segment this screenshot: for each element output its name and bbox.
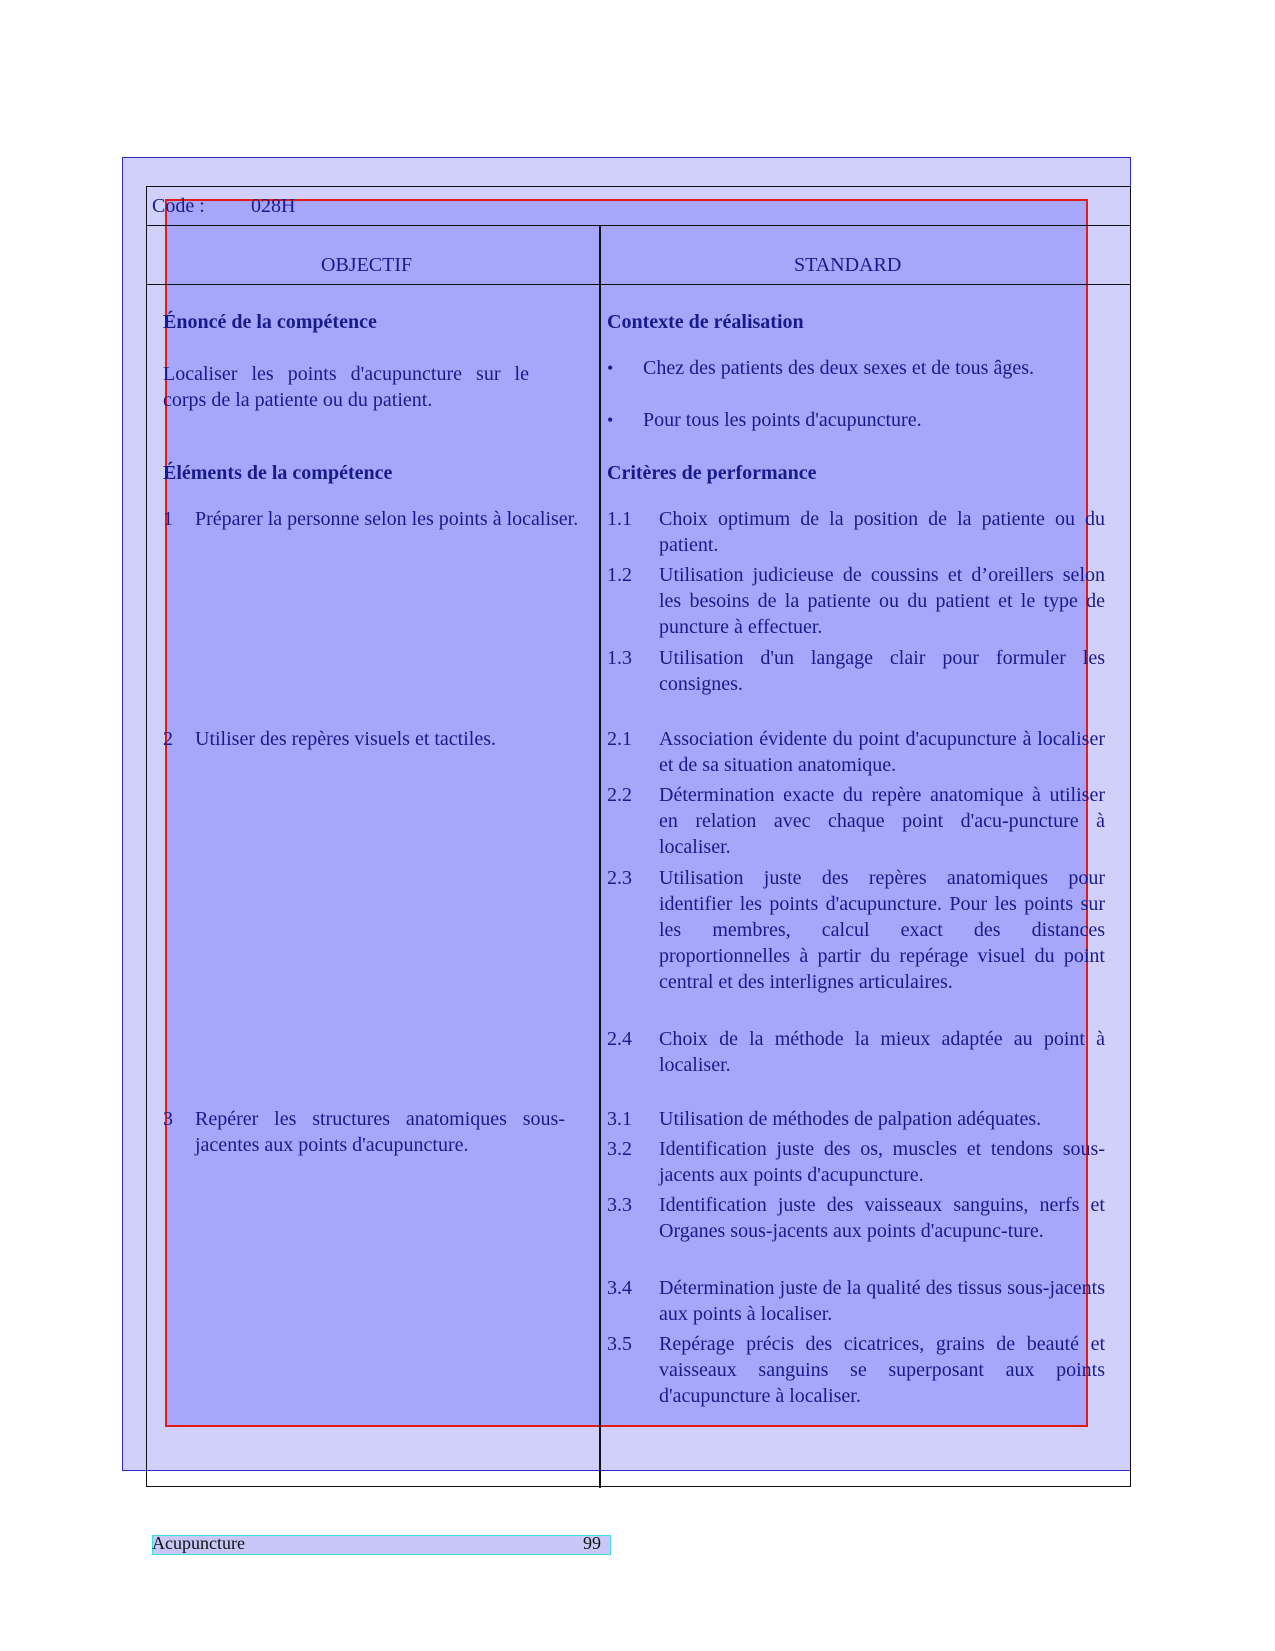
critere-number: 3.1 <box>607 1108 632 1130</box>
critere-text: Détermination exacte du repère anatomique à utiliser en relation avec chaque point d'acu-puncture à localiser. <box>659 784 1105 858</box>
critere-number: 2.4 <box>607 1028 632 1050</box>
bullet: • <box>607 410 614 430</box>
header-objectif: OBJECTIF <box>321 254 413 276</box>
critere-text: Association évidente du point d'acupuncture à localiser et de sa situation anatomique. <box>659 728 1105 776</box>
critere-number: 3.5 <box>607 1333 632 1355</box>
critere-text: Identification juste des vaisseaux sanguins, nerfs et Organes sous-jacents aux points d'acupunc-ture. <box>659 1194 1105 1242</box>
critere-text: Choix optimum de la position de la patiente ou du patient. <box>659 508 1105 556</box>
code-value: 028H <box>251 195 296 217</box>
critere-text: Détermination juste de la qualité des tissus sous-jacents aux points à localiser. <box>659 1277 1105 1325</box>
element-number: 1 <box>163 508 173 530</box>
elements-title: Éléments de la compétence <box>163 462 393 484</box>
critere-number: 1.1 <box>607 508 632 530</box>
critere-number: 2.2 <box>607 784 632 806</box>
critere-number: 3.4 <box>607 1277 632 1299</box>
critere-number: 2.1 <box>607 728 632 750</box>
critere-text: Utilisation de méthodes de palpation adéquates. <box>659 1108 1042 1130</box>
element-text: Préparer la personne selon les points à localiser. <box>195 508 579 530</box>
contexte-item: Chez des patients des deux sexes et de tous âges. <box>643 357 1035 379</box>
critere-text: Repérage précis des cicatrices, grains de beauté et vaisseaux sanguins se superposant aux points d'acupuncture à localiser. <box>659 1333 1105 1407</box>
contexte-item: Pour tous les points d'acupuncture. <box>643 409 922 431</box>
contexte-title: Contexte de réalisation <box>607 311 804 333</box>
element-number: 3 <box>163 1108 173 1130</box>
critere-number: 1.2 <box>607 564 632 586</box>
bullet: • <box>607 358 614 378</box>
header-row <box>147 226 1130 285</box>
critere-number: 1.3 <box>607 647 632 669</box>
critere-text: Identification juste des os, muscles et tendons sous-jacents aux points d'acupuncture. <box>659 1138 1105 1186</box>
critere-number: 2.3 <box>607 867 632 889</box>
element-text: Repérer les structures anatomiques sous-jacentes aux points d'acupuncture. <box>195 1108 565 1156</box>
critere-text: Choix de la méthode la mieux adaptée au point à localiser. <box>659 1028 1105 1076</box>
enonce-title: Énoncé de la compétence <box>163 311 377 333</box>
criteres-title: Critères de performance <box>607 462 817 484</box>
critere-text: Utilisation d'un langage clair pour formuler les consignes. <box>659 647 1105 695</box>
element-text: Utiliser des repères visuels et tactiles. <box>195 728 497 750</box>
critere-text: Utilisation juste des repères anatomiques pour identifier les points d'acupuncture. Pour les points sur les membres, calcul exact des distances proportionnelles à partir du repérage visuel du point central et des interlignes articulaires. <box>659 867 1105 993</box>
enonce-text: Localiser les points d'acupuncture sur le corps de la patiente ou du patient. <box>163 363 529 411</box>
critere-number: 3.2 <box>607 1138 632 1160</box>
element-number: 2 <box>163 728 173 750</box>
header-standard: STANDARD <box>794 254 902 276</box>
critere-number: 3.3 <box>607 1194 632 1216</box>
footer-title: Acupuncture <box>152 1533 245 1553</box>
page-number: 99 <box>583 1533 601 1553</box>
code-label: Code : <box>152 195 205 217</box>
column-divider <box>599 226 601 1488</box>
critere-text: Utilisation judicieuse de coussins et d’oreillers selon les besoins de la patiente ou du patient et le type de puncture à effectuer. <box>659 564 1105 638</box>
